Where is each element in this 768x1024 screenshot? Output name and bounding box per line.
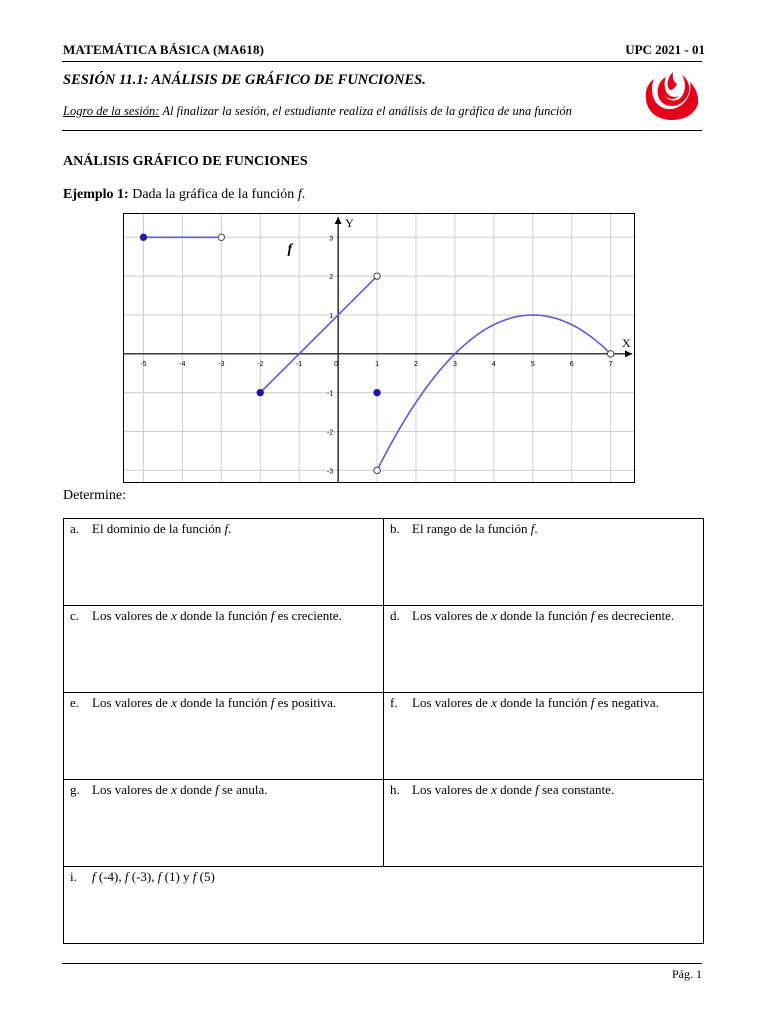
x-tick-label: -4 xyxy=(179,360,186,368)
example-function-name: f xyxy=(297,187,302,202)
open-point xyxy=(218,234,224,240)
question-letter: g. xyxy=(70,782,80,797)
y-axis-arrow-icon xyxy=(335,217,342,224)
upc-logo-icon xyxy=(640,66,704,122)
question-text: Los valores de x donde f se anula. xyxy=(92,782,268,797)
question-text: Los valores de x donde la función f es positiva. xyxy=(92,695,337,710)
example-statement xyxy=(63,187,305,203)
question-text: Los valores de x donde la función f es decreciente. xyxy=(412,608,675,623)
example-text: Dada la gráfica de la función xyxy=(128,187,298,202)
course-title: MATEMÁTICA BÁSICA (MA618) xyxy=(63,42,265,57)
function-segment xyxy=(260,276,380,393)
page-number: Pág. 1 xyxy=(672,967,702,981)
y-tick-label: 3 xyxy=(329,235,334,243)
session-goal xyxy=(63,104,572,119)
y-tick-label: 1 xyxy=(329,312,334,320)
question-cell xyxy=(384,693,704,780)
x-tick-label: 1 xyxy=(375,360,380,368)
x-tick-label: -1 xyxy=(296,360,303,368)
questions-row xyxy=(64,693,704,780)
x-tick-label: 2 xyxy=(414,360,418,368)
section-title: ANÁLISIS GRÁFICO DE FUNCIONES xyxy=(63,154,308,169)
header-divider xyxy=(62,61,702,62)
questions-row xyxy=(64,867,704,944)
question-letter: d. xyxy=(390,608,400,623)
x-tick-label: -5 xyxy=(140,360,147,368)
open-point xyxy=(607,351,613,357)
graph-svg xyxy=(124,214,634,482)
x-axis-label: X xyxy=(622,335,631,350)
question-cell xyxy=(384,519,704,606)
session-title: SESIÓN 11.1: ANÁLISIS DE GRÁFICO DE FUNCIONES. xyxy=(63,72,426,88)
y-tick-label: -2 xyxy=(326,429,334,437)
question-letter: i. xyxy=(70,869,77,884)
question-text: Los valores de x donde la función f es negativa. xyxy=(412,695,659,710)
session-goal-text: Al finalizar la sesión, el estudiante realiza el análisis de la gráfica de una función xyxy=(159,104,572,118)
question-text: f (-4), f (-3), f (1) y f (5) xyxy=(92,869,215,884)
question-letter: b. xyxy=(390,521,400,536)
y-axis-label: Y xyxy=(345,216,354,230)
closed-point xyxy=(140,234,146,240)
footer-divider xyxy=(62,963,702,964)
question-text: Los valores de x donde la función f es creciente. xyxy=(92,608,342,623)
question-text: El rango de la función f. xyxy=(412,521,538,536)
question-cell xyxy=(64,780,384,867)
x-axis-arrow-icon xyxy=(625,350,632,357)
question-text: El dominio de la función f. xyxy=(92,521,232,536)
questions-row xyxy=(64,780,704,867)
y-tick-label: 2 xyxy=(329,274,334,282)
example-label: Ejemplo 1: xyxy=(63,187,129,202)
questions-row xyxy=(64,519,704,606)
question-cell xyxy=(384,780,704,867)
question-letter: c. xyxy=(70,608,80,623)
function-graph xyxy=(123,213,635,483)
closed-point xyxy=(257,389,263,395)
question-text: Los valores de x donde f sea constante. xyxy=(412,782,615,797)
question-letter: h. xyxy=(390,782,400,797)
example-end: . xyxy=(301,187,306,202)
x-tick-label: 6 xyxy=(569,360,574,368)
question-letter: f. xyxy=(390,695,398,710)
question-letter: e. xyxy=(70,695,80,710)
title-divider xyxy=(62,130,702,131)
session-goal-label: Logro de la sesión: xyxy=(63,104,160,118)
y-tick-label: -3 xyxy=(326,468,334,476)
question-cell xyxy=(64,693,384,780)
question-cell xyxy=(64,519,384,606)
question-cell xyxy=(64,867,704,944)
question-cell xyxy=(64,606,384,693)
question-letter: a. xyxy=(70,521,80,536)
determine-label: Determine: xyxy=(63,488,126,503)
x-tick-label: 7 xyxy=(608,360,613,368)
open-point xyxy=(374,273,380,279)
x-tick-label: 0 xyxy=(334,360,339,368)
x-tick-label: 4 xyxy=(491,360,496,368)
closed-point xyxy=(374,389,380,395)
questions-table xyxy=(63,518,704,944)
open-point xyxy=(374,467,380,473)
x-tick-label: -3 xyxy=(218,360,225,368)
question-cell xyxy=(384,606,704,693)
term-label: UPC 2021 - 01 xyxy=(625,42,705,57)
questions-row xyxy=(64,606,704,693)
function-label: f xyxy=(287,241,293,257)
y-tick-label: -1 xyxy=(326,390,334,398)
x-tick-label: -2 xyxy=(257,360,264,368)
x-tick-label: 3 xyxy=(452,360,457,368)
x-tick-label: 5 xyxy=(530,360,535,368)
